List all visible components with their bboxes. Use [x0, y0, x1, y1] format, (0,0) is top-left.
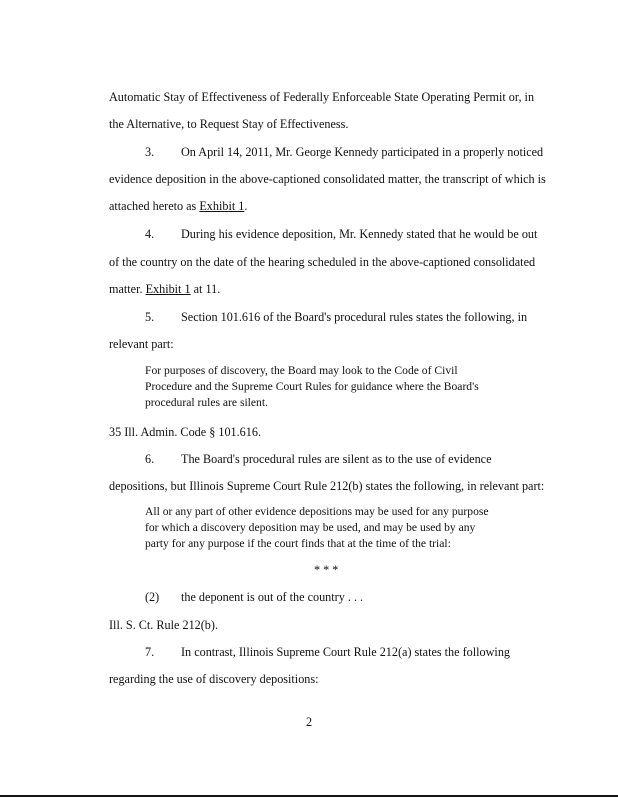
- block-quote-line: All or any part of other evidence depositions may be used for any purpose: [145, 505, 489, 518]
- list-item-text: the deponent is out of the country . . .: [181, 590, 364, 604]
- text-segment: attached hereto as: [109, 199, 200, 213]
- block-quote-line: party for any purpose if the court finds that at the time of the trial:: [145, 537, 451, 550]
- text-line: the Alternative, to Request Stay of Effectiveness.: [109, 117, 349, 131]
- text-segment: at 11.: [190, 282, 221, 296]
- list-item-number: (2): [145, 590, 160, 604]
- text-line: relevant part:: [109, 337, 174, 351]
- paragraph-number: 6.: [145, 452, 155, 466]
- paragraph-number: 7.: [145, 645, 155, 659]
- text-line: [109, 199, 247, 213]
- citation: 35 Ill. Admin. Code § 101.616.: [109, 425, 262, 439]
- text-line: Automatic Stay of Effectiveness of Federally Enforceable State Operating Permit or, in: [109, 90, 535, 104]
- exhibit-reference: Exhibit 1: [145, 282, 191, 296]
- block-quote-line: procedural rules are silent.: [145, 396, 268, 409]
- citation: Ill. S. Ct. Rule 212(b).: [109, 618, 219, 632]
- text-line: Section 101.616 of the Board's procedural rules states the following, in: [181, 310, 528, 324]
- page-number: 2: [306, 715, 313, 729]
- paragraph-number: 5.: [145, 310, 155, 324]
- block-quote-line: Procedure and the Supreme Court Rules for guidance where the Board's: [145, 380, 479, 393]
- bottom-edge-rule: [0, 795, 618, 797]
- block-quote-line: for which a discovery deposition may be used, and may be used by any: [145, 521, 476, 534]
- text-line: In contrast, Illinois Supreme Court Rule 212(a) states the following: [181, 645, 511, 659]
- text-segment: matter.: [109, 282, 146, 296]
- block-quote-line: For purposes of discovery, the Board may look to the Code of Civil: [145, 364, 458, 377]
- text-line: During his evidence deposition, Mr. Kennedy stated that he would be out: [181, 227, 538, 241]
- paragraph-number: 4.: [145, 227, 155, 241]
- text-line: of the country on the date of the hearing scheduled in the above-captioned consolidated: [109, 255, 536, 269]
- text-line: regarding the use of discovery depositions:: [109, 672, 319, 686]
- text-line: depositions, but Illinois Supreme Court Rule 212(b) states the following, in relevant part:: [109, 479, 545, 493]
- text-line: evidence deposition in the above-captioned consolidated matter, the transcript of which is: [109, 172, 546, 186]
- exhibit-reference: Exhibit 1: [199, 199, 245, 213]
- text-line: The Board's procedural rules are silent as to the use of evidence: [181, 452, 492, 466]
- paragraph-number: 3.: [145, 145, 155, 159]
- text-segment: .: [244, 199, 248, 213]
- ellipsis-stars: * * *: [314, 563, 339, 577]
- text-line: [109, 282, 220, 296]
- text-line: On April 14, 2011, Mr. George Kennedy participated in a properly noticed: [181, 145, 544, 159]
